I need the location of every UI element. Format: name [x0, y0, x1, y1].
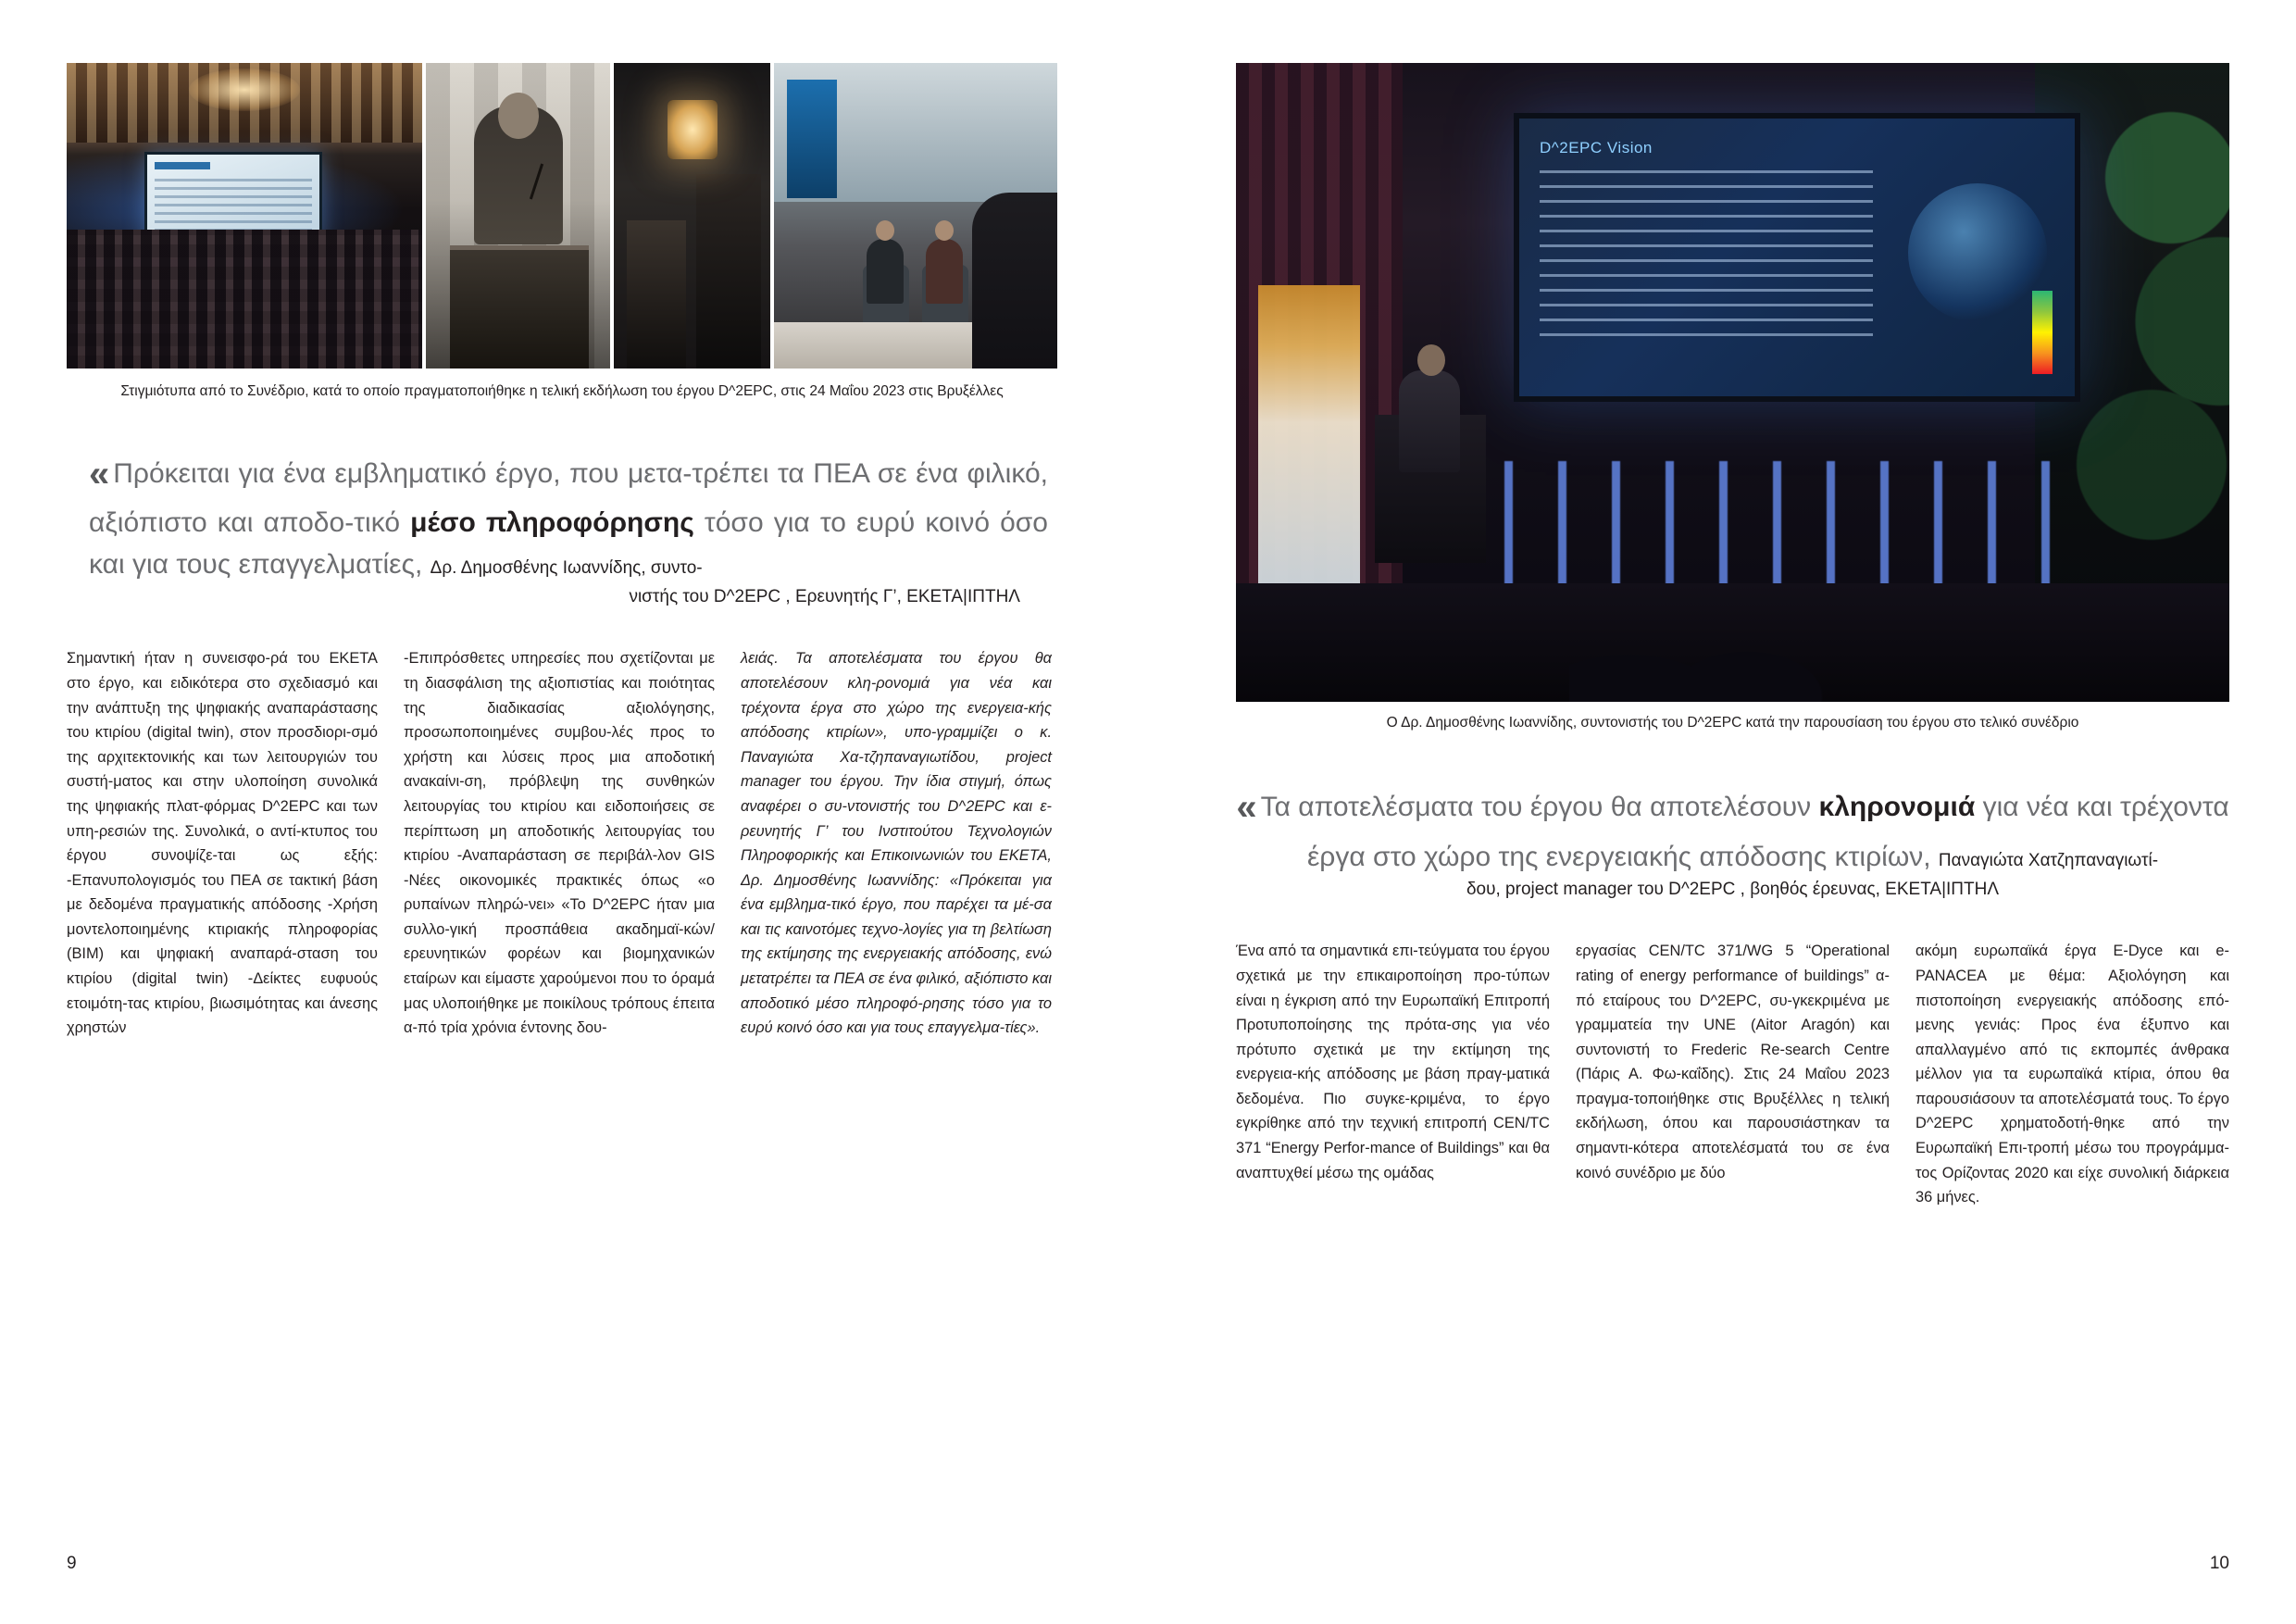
page-right [1148, 0, 2296, 1624]
pull-quote-attribution-line1: Παναγιώτα Χατζηπαναγιωτί- [1938, 850, 2159, 870]
pull-quote-part2: τόσο για το ευρύ κοινό όσο και για τους επαγγελματίες, [89, 507, 1048, 581]
photo-conference-hall [67, 63, 422, 369]
slide-title: D^2EPC Vision [1540, 139, 1653, 156]
body-column-3 [1915, 939, 2229, 1209]
column-text: Ένα από τα σημαντικά επι-τεύγματα του έργου σχετικά με την επικαιροποίηση προ-τύπων είναι η έγκριση από την Ευρωπαϊκή Επιτροπή Προτυποποίησης της πρότα-σης για νέο πρότυπο σχετικά με την εκτίμηση της ενεργεια-κής απόδοσης με βάση πραγ-ματικά δεδομένα. Πιο συγκε-κριμένα, το έργο εγκρίθηκε από την τεχνική επιτροπή CEN/TC 371 “Energy Perfor-mance of Buildings” και θα αναπτυχθεί μέσω της ομάδας [1236, 943, 1550, 1181]
body-column-1 [1236, 939, 1550, 1209]
pull-quote-attribution-line1: Δρ. Δημοσθένης Ιωαννίδης, συντο- [430, 558, 703, 579]
page-number-left: 9 [67, 1554, 77, 1573]
body-column-1 [67, 646, 378, 1040]
body-column-2 [404, 646, 715, 1040]
column-text: εργασίας CEN/TC 371/WG 5 “Operational rating of energy performance of buildings” α-πό εταίρους του D^2EPC, συ-γκεκριμένα με γραμματεία την UNE (Aitor Aragón) και συντονιστή το Frederic Re-search Centre (Πάρις Α. Φω-καΐδης). Στις 24 Μαΐου 2023 πραγμα-τοποιήθηκε στις Βρυξέλλες η τελική εκδήλωση, όπου και παρουσιάστηκαν τα σημαντι-κότερα αποτελέσματά του σε ένα κοινό συνέδριο με δύο [1576, 943, 1890, 1181]
column-text: -Επιπρόσθετες υπηρεσίες που σχετίζονται με τη διασφάλιση της αξιοπιστίας και ποιότητας της διαδικασίας αξιολόγησης, προσωποποιημένες συμβου-λές προς το χρήστη και λύσεις προς μια αποδοτική ανακαίνι-ση, πρόβλεψη της συνθηκών λειτουργίας του κτιρίου και ειδοποιήσεις σε περίπτωση μη αποδοτικής λειτουργίας του κτιρίου -Αναπαράσταση σε περιβάλ-λον GIS -Νέες οικονομικές πρακτικές όπως «ο ρυπαίνων πληρώ-νει» «Το D^2EPC ήταν μια συλλο-γική προσπάθεια ακαδημαϊ-κών/ερευνητικών φορέων και βιομηχανικών εταίρων και είμαστε χαρούμενοι που το όραμά μας υλοποιήθηκε με ποικίλους τρόπους έπειτα α-πό τρία χρόνια έντονης δου- [404, 650, 715, 1037]
column-text: λειάς. Τα αποτελέσματα του έργου θα αποτελέσουν κλη-ρονομιά για νέα και τρέχοντα έργα στο χώρο της ενεργεια-κής απόδοσης κτιρίων», υπο-γραμμίζει ο κ. Παναγιώτα Χα-τζηπαναγιωτίδου, project manager του έργου. Την ίδια στιγμή, όπως αναφέρει ο συ-ντονιστής του D^2EPC και ε-ρευνητής Γ’ του Ινστιτούτου Τεχνολογιών Πληροφορικής και Επικοινωνιών του ΕΚΕΤΑ, Δρ. Δημοσθένης Ιωαννίδης: «Πρόκειται για ένα εμβλημα-τικό έργο, που παρέχει τα μέ-σα και τις καινοτόμες τεχνο-λογίες για τη βελτίωση της εκτίμησης της ενεργειακής απόδοσης, ενώ μετατρέπει τα ΠΕΑ σε ένα φιλικό, αξιόπιστο και αποδοτικό μέσο πληροφό-ρησης τόσο για το ευρύ κοινό όσο και για τους επαγγελμα-τίες». [741, 650, 1052, 1037]
conference-photo-strip [67, 63, 1057, 369]
pull-quote-left [67, 446, 1048, 607]
pull-quote-highlight: κληρονομιά [1818, 792, 1976, 822]
pull-quote-attribution-line2: δου, project manager του D^2EPC , βοηθός έρευνας, ΕΚΕΤΑ|ΙΠΤΗΛ [1466, 880, 2000, 900]
hero-photo-caption: Ο Δρ. Δημοσθένης Ιωαννίδης, συντονιστής του D^2EPC κατά την παρουσίαση του έργου στο τελικό συνέδριο [1386, 715, 2079, 731]
body-columns-right [1236, 939, 2229, 1209]
photo-panel-discussion [774, 63, 1057, 369]
body-columns-left [67, 646, 1057, 1040]
pull-quote-part1: Πρόκειται για ένα εμβληματικό έργο, που μετα-τρέπει τα ΠΕΑ σε ένα φιλικό, αξιόπιστο και αποδο-τικό [89, 458, 1048, 539]
photo-venue-lamp [614, 63, 770, 369]
page-number-right: 10 [2209, 1554, 2229, 1573]
photo-final-conference-presentation [1236, 63, 2229, 702]
column-text: Σημαντική ήταν η συνεισφο-ρά του ΕΚΕΤΑ στο έργο, και ειδικότερα στο σχεδιασμό και την ανάπτυξη της ψηφιακής αναπαράστασης του κτιρίου (digital twin), στον προσδιορι-σμό της αρχιτεκτονικής και των λειτουργιών του συστή-ματος και στην υλοποίηση συνολικά της ψηφιακής πλατ-φόρμας D^2EPC και των υπη-ρεσιών της. Συνολικά, ο αντί-κτυπος του έργου συνοψίζε-ται ως εξής: -Επανυπολογισμός του ΠΕΑ σε τακτική βάση με δεδομένα πραγματικής απόδοσης -Χρήση μοντελοποιημένης κτιριακής πληροφορίας (BIM) και ψηφιακή αναπαρά-σταση του κτιρίου (digital twin) -Δείκτες ευφυούς ετοιμότη-τας κτιρίου, βιωσιμότητας και άνεσης χρηστών [67, 650, 378, 1037]
photo-strip-caption: Στιγμιότυπα από το Συνέδριο, κατά το οποίο πραγματοποιήθηκε η τελική εκδήλωση του έργου D^2EPC, στις 24 Μαΐου 2023 στις Βρυξέλλες [120, 383, 1004, 399]
pull-quote-part1: Τα αποτελέσματα του έργου θα αποτελέσουν [1260, 792, 1819, 822]
pull-quote-highlight: μέσο πληροφόρησης [410, 507, 694, 539]
pull-quote-part2: για νέα και τρέχοντα έργα στο χώρο της ενεργειακής απόδοσης κτιρίων, [1306, 792, 2229, 872]
presentation-slide [1514, 113, 2080, 402]
body-column-3 [741, 646, 1052, 1040]
quote-mark-icon: « [1236, 787, 1255, 828]
photo-speaker-podium [426, 63, 610, 369]
quote-mark-icon: « [89, 454, 108, 495]
column-text: ακόμη ευρωπαϊκά έργα E-Dyce και e-PANACEA με θέμα: Αξιολόγηση και πιστοποίηση ενεργειακής απόδοσης επό-μενης γενιάς: Προς ένα έξυπνο και απαλλαγμένο από τις εκπομπές άνθρακα μέλλον για τα ευρωπαϊκά κτίρια, όπου θα παρουσιάσουν τα αποτελέσματά τους. Το έργο D^2EPC χρηματοδοτή-θηκε από την Ευρωπαϊκή Επι-τροπή μέσω του προγράμμα-τος Ορίζοντας 2020 και είχε συνολική διάρκεια 36 μήνες. [1915, 943, 2229, 1206]
body-column-2 [1576, 939, 1890, 1209]
pull-quote-right [1236, 780, 2229, 900]
pull-quote-attribution-line2: νιστής του D^2EPC , Ερευνητής Γ’, ΕΚΕΤΑ|ΙΠΤΗΛ [629, 587, 1020, 607]
